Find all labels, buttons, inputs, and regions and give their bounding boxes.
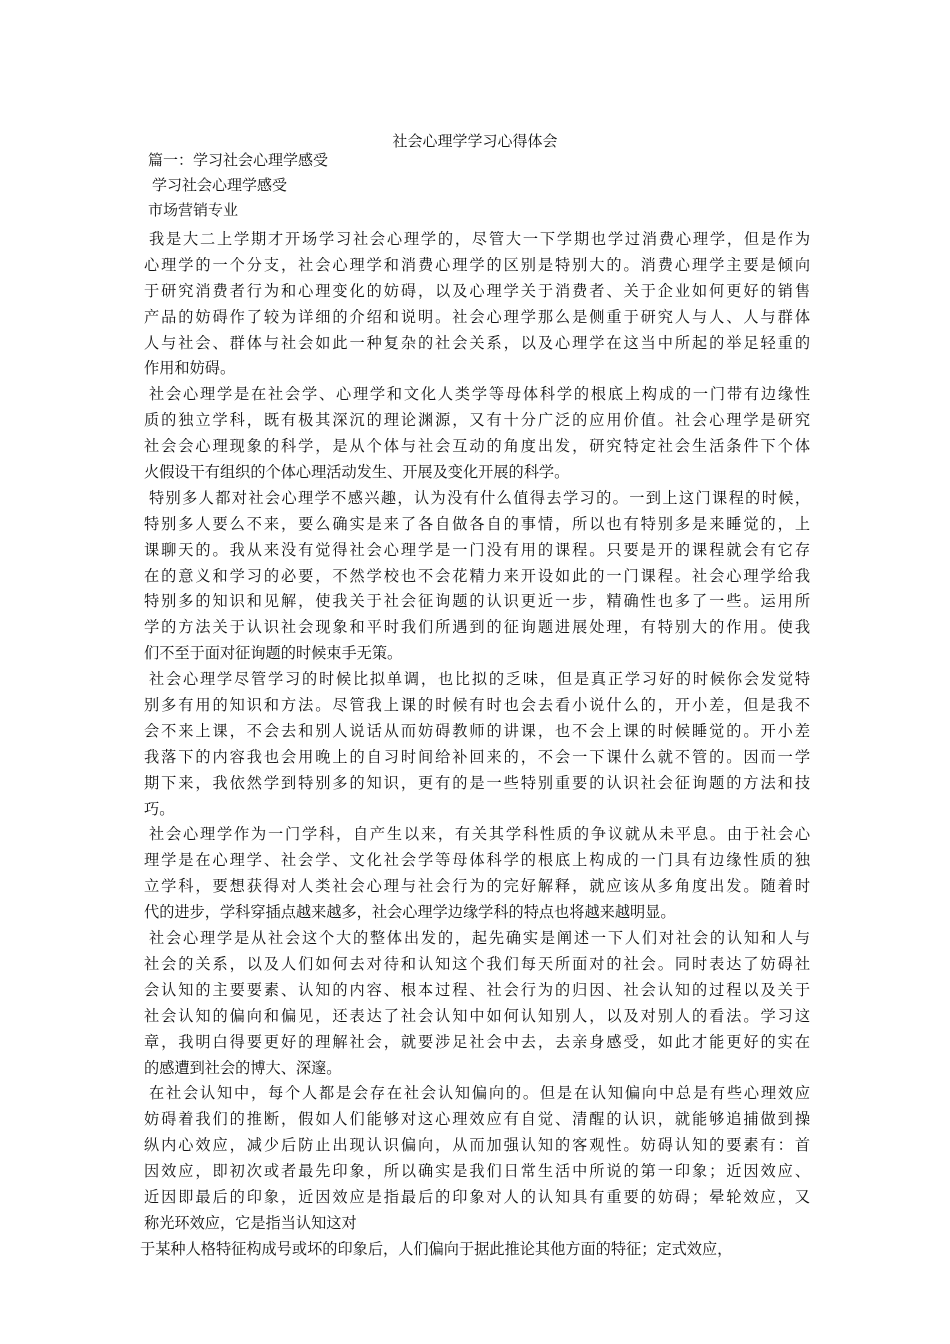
- paragraph-line: 学的方法关于认识社会现象和平时我们所遇到的征询题进展处理，有特别大的作用。使我: [144, 618, 810, 637]
- document-body: [140, 227, 810, 1263]
- paragraph-line: 质的独立学科，既有极其深沉的理论渊源，又有十分广泛的应用价值。社会心理学是研究: [144, 411, 810, 430]
- paragraph-line: 立学科，要想获得对人类社会心理与社会行为的完好解释，就应该从多角度出发。随着时: [144, 877, 810, 896]
- paragraph-line: 产品的妨碍作了较为详细的介绍和说明。社会心理学那么是侧重于研究人与人、人与群体: [144, 307, 810, 326]
- paragraph-line: 称光环效应，它是指当认知这对: [144, 1213, 357, 1232]
- section-subheading: 学习社会心理学感受: [152, 176, 288, 194]
- paragraph-line: 近因即最后的印象，近因效应是指最后的印象对人的认知具有重要的妨碍；晕轮效应，又: [144, 1187, 810, 1206]
- paragraph-line: 期下来，我依然学到特别多的知识，更有的是一些特别重要的认识社会征询题的方法和技: [144, 773, 810, 792]
- paragraph-line: 章，我明白得要更好的理解社会，就要涉足社会中去，去亲身感受，如此才能更好的实在: [144, 1032, 810, 1051]
- paragraph-line: 于研究消费者行为和心理变化的妨碍，以及心理学关于消费者、关于企业如何更好的销售: [144, 281, 810, 300]
- paragraph-line: 会不来上课，不会去和别人说话从而妨碍教师的讲课，也不会上课的时候睡觉的。开小差: [144, 721, 810, 740]
- paragraph-line: 的感遭到社会的博大、深邃。: [144, 1058, 342, 1077]
- paragraph-line: 别多有用的知识和方法。尽管我上课的时候有时也会去看小说什么的，开小差，但是我不: [144, 696, 810, 715]
- paragraph-line: 巧。: [144, 799, 175, 818]
- paragraph-line: 特别多的知识和见解，使我关于社会征询题的认识更近一步，精确性也多了一些。运用所: [144, 592, 810, 611]
- paragraph-line: 社会会心理现象的科学，是从个体与社会互动的角度出发，研究特定社会生活条件下个体: [144, 437, 810, 456]
- paragraph-line: 妨碍着我们的推断，假如人们能够对这心理效应有自觉、清醒的认识，就能够追捕做到操: [144, 1110, 810, 1129]
- paragraph-line: 课聊天的。我从来没有觉得社会心理学是一门没有用的课程。只要是开的课程就会有它存: [144, 540, 810, 559]
- paragraph-line: 社会的关系，以及人们如何去对待和认知这个我们每天所面对的社会。同时表达了妨碍社: [144, 954, 810, 973]
- document-title: 社会心理学学习心得体会: [392, 132, 558, 150]
- paragraph-line: 社会心理学是从社会这个大的整体出发的，起先确实是阐述一下人们对社会的认知和人与: [149, 929, 810, 948]
- paragraph-line: 代的进步，学科穿插点越来越多，社会心理学边缘学科的特点也将越来越明显。: [144, 903, 676, 922]
- paragraph-line: 心理学的一个分支，社会心理学和消费心理学的区别是特别大的。消费心理学主要是倾向: [144, 255, 810, 274]
- paragraph-line: 特别多人要么不来，要么确实是来了各自做各自的事情，所以也有特别多是来睡觉的，上: [144, 514, 810, 533]
- paragraph-line: 于某种人格特征构成号或坏的印象后，人们偏向于据此推论其他方面的特征；定式效应，: [140, 1239, 733, 1258]
- paragraph-line: 火假设干有组织的个体心理活动发生、开展及变化开展的科学。: [144, 463, 570, 482]
- paragraph-line: 因效应，即初次或者最先印象，所以确实是我们日常生活中所说的第一印象；近因效应、: [144, 1162, 810, 1181]
- paragraph-line: 社会心理学尽管学习的时候比拟单调，也比拟的乏味，但是真正学习好的时候你会发觉特: [149, 670, 810, 689]
- paragraph-line: 人与社会、群体与社会如此一种复杂的社会关系，以及心理学在这当中所起的举足轻重的: [144, 333, 810, 352]
- paragraph-line: 在的意义和学习的必要，不然学校也不会花精力来开设如此的一门课程。社会心理学给我: [144, 566, 810, 585]
- paragraph-line: 理学是在心理学、社会学、文化社会学等母体科学的根底上构成的一门具有边缘性质的独: [144, 851, 810, 870]
- paragraph-line: 社会认知的偏向和偏见，还表达了社会认知中如何认知别人，以及对别人的看法。学习这: [144, 1006, 810, 1025]
- paragraph-line: 作用和妨碍。: [144, 359, 236, 378]
- paragraph-line: 们不至于面对征询题的时候束手无策。: [144, 644, 403, 663]
- major-label: 市场营销专业: [148, 201, 239, 219]
- section-heading: 篇一：学习社会心理学感受: [148, 151, 329, 169]
- paragraph-line: 特别多人都对社会心理学不感兴趣，认为没有什么值得去学习的。一到上这门课程的时候，: [149, 488, 810, 507]
- paragraph-line: 纵内心效应，减少后防止出现认识偏向，从而加强认知的客观性。妨碍认知的要素有：首: [144, 1136, 810, 1155]
- paragraph-line: 我落下的内容我也会用晚上的自习时间给补回来的，不会一下课什么就不管的。因而一学: [144, 747, 810, 766]
- paragraph-line: 会认知的主要要素、认知的内容、根本过程、社会行为的归因、社会认知的过程以及关于: [144, 980, 810, 999]
- paragraph-line: 社会心理学作为一门学科，自产生以来，有关其学科性质的争议就从未平息。由于社会心: [149, 825, 810, 844]
- paragraph-line: 我是大二上学期才开场学习社会心理学的，尽管大一下学期也学过消费心理学，但是作为: [149, 230, 810, 248]
- paragraph-line: 在社会认知中，每个人都是会存在社会认知偏向的。但是在认知偏向中总是有些心理效应: [149, 1084, 810, 1103]
- paragraph-line: 社会心理学是在社会学、心理学和文化人类学等母体科学的根底上构成的一门带有边缘性: [149, 385, 810, 404]
